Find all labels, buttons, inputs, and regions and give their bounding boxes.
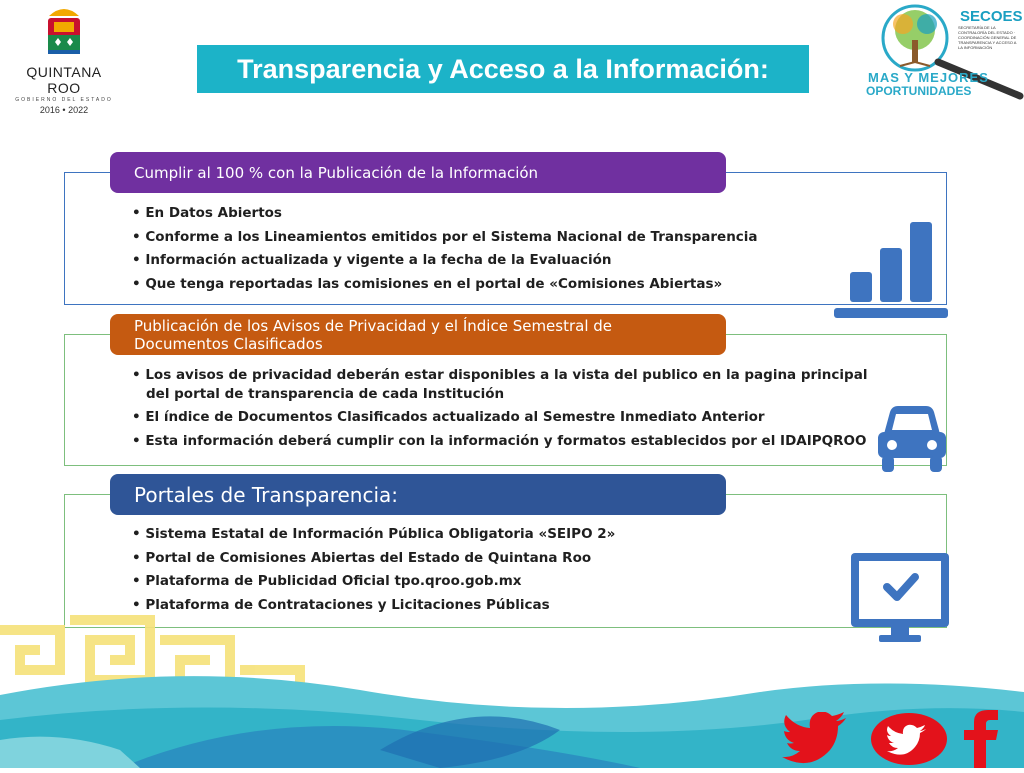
state-name: QUINTANA ROO: [26, 64, 102, 96]
list-item: • Portal de Comisiones Abiertas del Estado de Quintana Roo: [132, 549, 592, 566]
facebook-icon[interactable]: [962, 710, 1002, 773]
list-item: • Plataforma de Contrataciones y Licitaciones Públicas: [132, 596, 550, 613]
section-heading-text: Publicación de los Avisos de Privacidad y el Índice Semestral de Documentos Clasificados: [134, 316, 613, 353]
list-item: • El índice de Documentos Clasificados actualizado al Semestre Inmediato Anterior: [132, 409, 765, 425]
section-publication-heading: [110, 152, 726, 193]
section-privacy-heading: [110, 314, 726, 355]
list-item: • Los avisos de privacidad deberán estar disponibles a la vista del publico en la pagina principal del portal de transparencia de cada Institución: [132, 367, 868, 402]
list-item: • Sistema Estatal de Información Pública Obligatoria «SEIPO 2»: [132, 526, 616, 542]
administration-years: 2016 • 2022: [39, 105, 89, 115]
list-item: • Que tenga reportadas las comisiones en el portal de «Comisiones Abiertas»: [132, 275, 723, 292]
list-item: • Esta información deberá cumplir con la información y formatos establecidos por el IDAIPQROO: [132, 432, 867, 449]
bar-chart-icon: [834, 222, 948, 327]
twitter-bird-icon[interactable]: [782, 712, 848, 769]
section-heading-text: Portales de Transparencia:: [134, 482, 399, 507]
quintana-roo-logo: [8, 6, 120, 115]
section-portals-heading: [110, 474, 726, 515]
car-icon: [876, 406, 948, 479]
list-item: • En Datos Abiertos: [132, 205, 282, 221]
list-item: • Plataforma de Publicidad Oficial tpo.qroo.gob.mx: [132, 573, 522, 589]
section-publication-bullets: [132, 202, 758, 296]
slogan-line-1: MAS Y MEJORES: [868, 70, 989, 85]
state-government-label: GOBIERNO DEL ESTADO: [15, 97, 113, 103]
state-shield-icon: [41, 6, 87, 58]
list-item: • Información actualizada y vigente a la fecha de la Evaluación: [132, 252, 612, 268]
slogan-line-2: OPORTUNIDADES: [866, 84, 972, 98]
list-item: • Conforme a los Lineamientos emitidos por el Sistema Nacional de Transparencia: [132, 228, 758, 245]
section-privacy-bullets: [132, 364, 886, 453]
twitter-circle-icon[interactable]: [870, 712, 948, 771]
section-heading-text: Cumplir al 100 % con la Publicación de la Información: [134, 163, 539, 182]
secoes-subtitle: SECRETARÍA DE LA CONTRALORÍA DEL ESTADO · COORDINACIÓN GENERAL DE TRANSPARENCIA Y ACCESO A LA INFORMACIÓN: [958, 25, 1017, 50]
page-title-bar: [197, 45, 809, 93]
secoes-name: SECOES: [960, 8, 1023, 25]
page-title: Transparencia y Acceso a la Información:: [237, 53, 769, 84]
